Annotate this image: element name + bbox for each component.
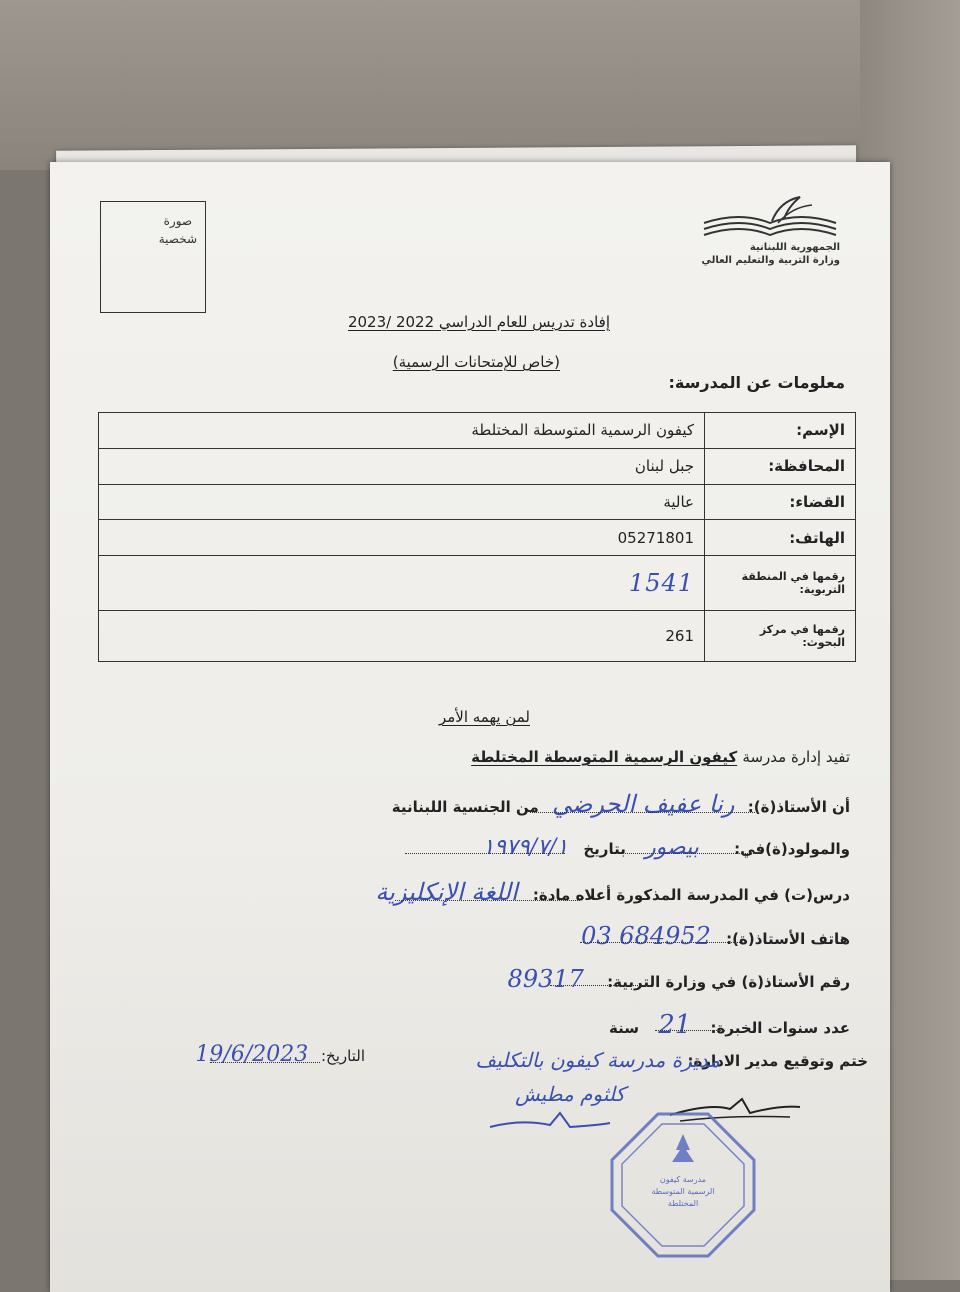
district-label: القضاء: xyxy=(705,484,856,520)
date-handwritten: 19/6/2023 xyxy=(195,1042,309,1067)
school-info-heading: معلومات عن المدرسة: xyxy=(668,373,845,392)
document-title: إفادة تدريس للعام الدراسي 2022 /2023 xyxy=(347,313,610,331)
director-name-handwritten: كلثوم مطيش xyxy=(515,1082,625,1106)
teacher-phone-blank xyxy=(580,942,740,943)
svg-text:الرسمية المتوسطة: الرسمية المتوسطة xyxy=(651,1187,715,1196)
experience-line: عدد سنوات الخبرة: 21 سنة xyxy=(609,1010,850,1040)
date-blank xyxy=(210,1062,320,1063)
subject-line: درس(ت) في المدرسة المذكورة أعلاه مادة: اللغة الإنكليزية xyxy=(375,878,850,906)
birth-date-blank xyxy=(405,853,565,854)
teacher-name-handwritten: رنا عفيف الحرضي xyxy=(552,790,735,818)
experience-blank xyxy=(655,1030,725,1031)
signature-label: ختم وتوقيع مدير الادارة: xyxy=(687,1052,868,1070)
educational-zone-number-value: 1541 xyxy=(99,556,705,611)
ministry-number-handwritten: 89317 xyxy=(507,965,584,993)
table-row xyxy=(99,448,856,484)
teacher-name-blank xyxy=(530,812,755,813)
school-name-value: كيفون الرسمية المتوسطة المختلطة xyxy=(99,413,705,449)
svg-text:مدرسة كيفون: مدرسة كيفون xyxy=(659,1175,707,1184)
birth-place-blank xyxy=(625,853,760,854)
phone-value: 05271801 xyxy=(99,520,705,556)
director-title-handwritten: مديرة مدرسة كيفون بالتكليف xyxy=(475,1048,720,1072)
photo-label: صورة شخصية xyxy=(158,214,197,246)
intro-line: تفيد إدارة مدرسة كيفون الرسمية المتوسطة المختلطة xyxy=(471,748,850,766)
teacher-phone-handwritten: 03 684952 xyxy=(581,922,711,950)
ministry-number-blank xyxy=(550,985,650,986)
experience-years-handwritten: 21 xyxy=(658,1010,692,1040)
birth-place-handwritten: بيصور xyxy=(645,835,699,860)
teacher-line: أن الأستاذ(ة): رنا عفيف الحرضي من الجنسية اللبنانية xyxy=(391,790,850,818)
intro-school-name: كيفون الرسمية المتوسطة المختلطة xyxy=(471,748,738,766)
ministry-logo xyxy=(700,193,840,283)
school-stamp xyxy=(608,1110,758,1260)
school-name-label: الإسم: xyxy=(705,413,856,449)
governorate-label: المحافظة: xyxy=(705,448,856,484)
to-whom-heading: لمن يهمه الأمر xyxy=(438,708,530,726)
table-row xyxy=(99,556,856,611)
svg-text:المختلطة: المختلطة xyxy=(667,1199,699,1208)
phone-label: الهاتف: xyxy=(705,520,856,556)
educational-zone-number-label: رقمها في المنطقة التربوية: xyxy=(705,556,856,611)
birth-line: والمولود(ة)في: بيصور بتاريخ ١٩٧٩/٧/١ xyxy=(482,835,850,860)
school-info-table xyxy=(98,412,856,662)
research-center-number-label: رقمها في مركز البحوث: xyxy=(705,611,856,662)
open-book-icon xyxy=(700,193,840,243)
subject-blank xyxy=(395,900,580,901)
table-row xyxy=(99,413,856,449)
ministry-number-line: رقم الأستاذ(ة) في وزارة التربية: 89317 xyxy=(507,965,850,993)
subject-handwritten: اللغة الإنكليزية xyxy=(375,878,518,906)
document-subtitle: (خاص للإمتحانات الرسمية) xyxy=(392,353,560,371)
personal-photo-box xyxy=(100,201,206,313)
governorate-value: جبل لبنان xyxy=(99,448,705,484)
birth-date-handwritten: ١٩٧٩/٧/١ xyxy=(482,835,569,860)
table-row xyxy=(99,611,856,662)
table-row xyxy=(99,484,856,520)
date-line: التاريخ: 19/6/2023 xyxy=(195,1042,365,1067)
teacher-phone-line: هاتف الأستاذ(ة): 03 684952 xyxy=(581,922,850,950)
ministry-name: الجمهورية اللبنانية وزارة التربية والتعليم العالي xyxy=(701,242,840,266)
table-row xyxy=(99,520,856,556)
district-value: عالية xyxy=(99,484,705,520)
research-center-number-value: 261 xyxy=(99,611,705,662)
